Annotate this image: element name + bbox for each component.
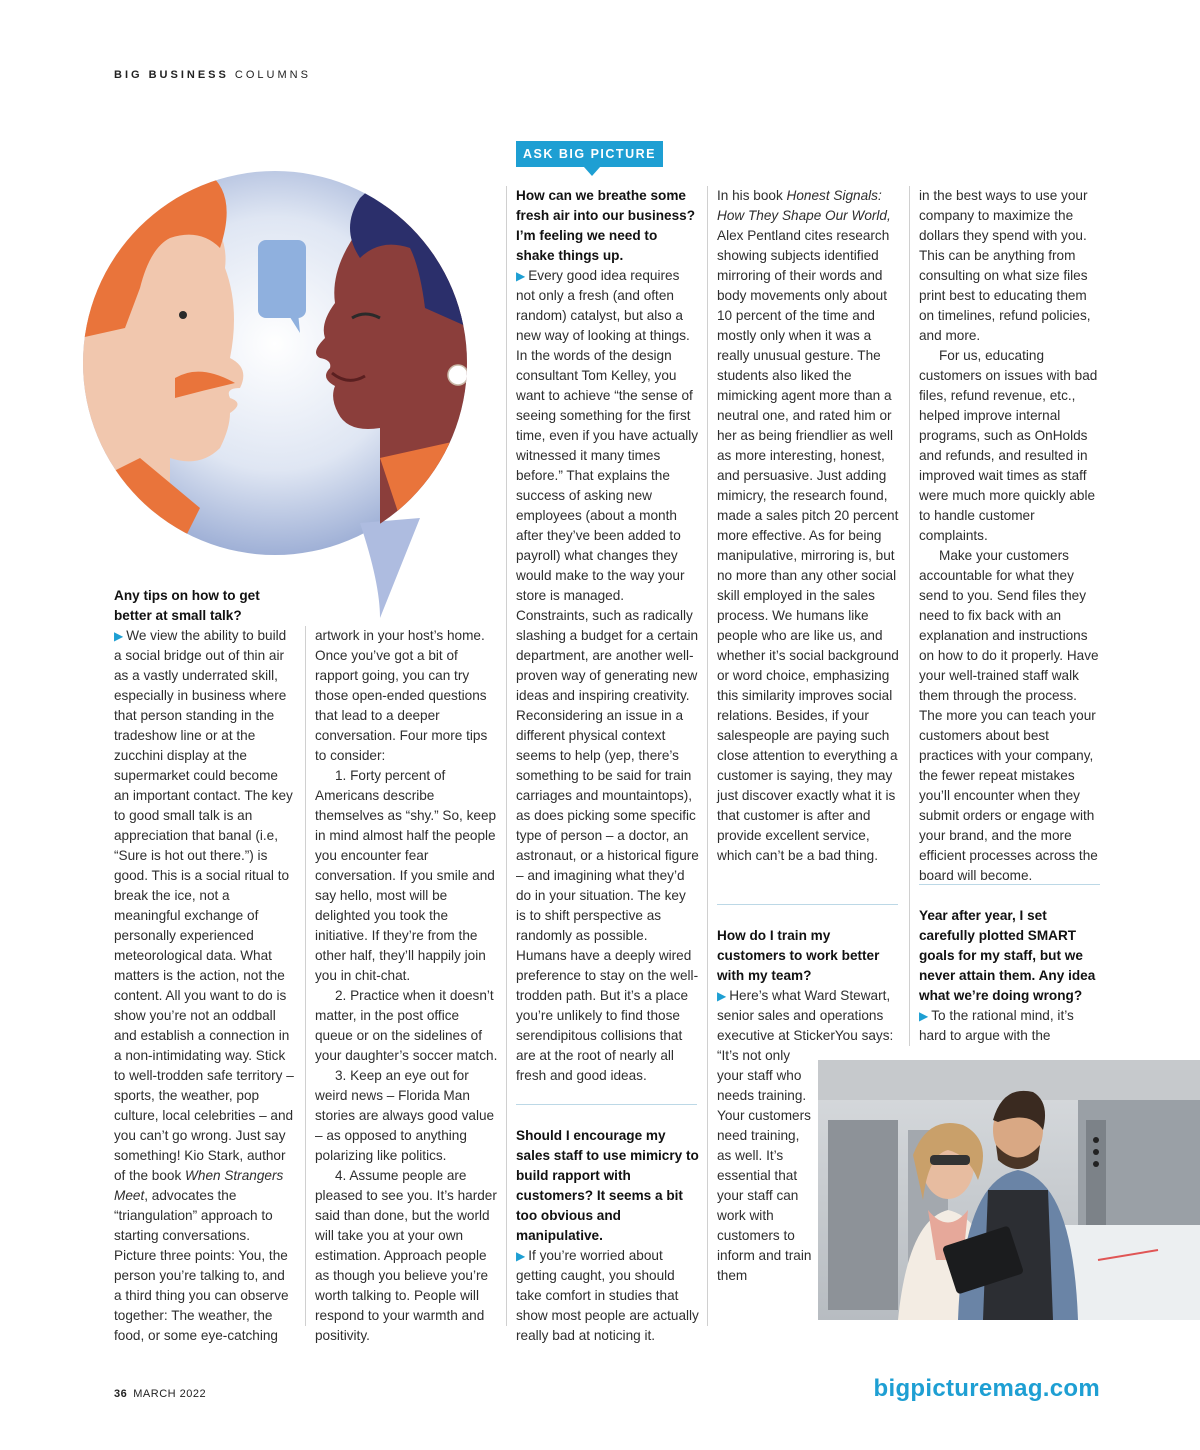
paragraph: artwork in your host’s home. Once you’ve got a bit of rapport going, you can try those open-ended questions that lead to a deeper conversation. Four more tips to consider: [315,628,488,763]
issue-date: MARCH 2022 [133,1388,207,1400]
answer-small-talk [114,626,294,1346]
answer-fresh-air [516,266,699,1086]
answer-text: Here’s what Ward Stewart, senior sales and operations executive at StickerYou says: [717,988,894,1043]
column-3-lower [516,1126,699,1346]
column-3 [516,186,699,1086]
section-rule [717,904,898,905]
section-label-rest: COLUMNS [234,69,311,81]
ask-big-picture-tag: ASK BIG PICTURE [516,141,663,167]
play-icon: ▶ [717,989,727,1003]
paragraph: in the best ways to use your company to maximize the dollars they spend with you. This can be anything from consulting on what size files print best to educating them on timelines, refund policies, and more. [919,188,1091,343]
question-fresh-air: How can we breathe some fresh air into our business? I’m feeling we need to shake things up. [516,188,696,263]
answer-text-end: , advocates the “triangulation” approach to starting conversations. Picture three points: You, the person you’re talking to, and a third thing you can observe together: The weather, the food, or some eye-catching [114,1188,289,1343]
column-1 [114,586,294,1346]
column-4 [717,186,900,866]
tag-pointer [584,167,600,176]
answer-text: We view the ability to build a social bridge out of thin air as a vastly underrated skill, especially in business where that person standing in the tradeshow line or at the zucchini display at the supermarket could become an important contact. The key to good small talk is an appreciation that banal (i.e, “Sure is hot out there.”) is good. This is a social ritual to break the ice, not a meaningful exchange of personally experienced meteorological data. What matters is the action, not the content. All you want to do is show you’re not an oddball and establish a connection in a non-intimidating way. Stick to well-trodden safe territory – sports, the weather, pop culture, local celebrities – and you can’t go wrong. Just say something! Kio Stark, author of the book [114,628,294,1183]
paragraph: “It’s not only your staff who needs training. Your customers need training, as well. It’s essential that your staff can work with customers to inform and train them [717,1048,812,1283]
answer-mimicry [516,1246,699,1346]
answer-text: To the rational mind, it’s hard to argue with the [919,1008,1074,1043]
section-label [114,69,311,81]
paragraph: 3. Keep an eye out for weird news – Florida Man stories are always good value – as opposed to anything polarizing like politics. [315,1068,495,1163]
column-4-continued [717,1046,812,1286]
question-train-customers: How do I train my customers to work better with my team? [717,928,880,983]
man-eye [179,311,187,319]
paragraph [717,186,900,866]
page-footer [114,1388,206,1400]
answer-smart-goals [919,1006,1102,1046]
question-small-talk: Any tips on how to get better at small talk? [114,588,260,623]
column-4-lower [717,926,900,1046]
paragraph: 2. Practice when it doesn’t matter, in the post office queue or on the sidelines of your daughter’s soccer match. [315,988,498,1063]
play-icon: ▶ [114,629,124,643]
column-divider [305,626,306,1326]
column-divider [506,186,507,1326]
question-mimicry: Should I encourage my sales staff to use mimicry to build rapport with customers? It seems a bit too obvious and manipulative. [516,1128,699,1243]
conversation-illustration [80,128,470,620]
paragraph: Make your customers accountable for what they send to you. Send files they need to fix back with an explanation and instructions on how to do it properly. Have your well-trained staff walk them through the process. The more you can teach your customers about best practices with your company, the fewer repeat mistakes you’ll encounter when they submit orders or engage with your brand, and the more efficient processes across the board will become. [919,548,1099,883]
play-icon: ▶ [919,1009,929,1023]
question-smart-goals: Year after year, I set carefully plotted SMART goals for my staff, but we never attain them. Any idea what we’re doing wrong? [919,908,1096,1003]
answer-text: Every good idea requires not only a fresh (and often random) catalyst, but also a new way of looking at things. In the words of the design consultant Tom Kelley, you want to achieve “the sense of seeing something for the first time, even if you have actually witnessed it many times before.” That explains the success of asking new employees (about a month after they’ve been added to payroll) what changes they would make to the way your store is managed. Constraints, such as radically slashing a budget for a certain department, are another well-proven way of generating new ideas and inspiring creativity. Reconsidering an issue in a different physical context seems to help (yep, there’s something to be said for train carriages and mountaintops), as does picking some specific type of person – a doctor, an astronaut, or a historical figure – and imagining what they’d do in your situation. The key is to shift perspective as randomly as possible. Humans have a deeply wired preference to stay on the well-trodden path. But it’s a place you’re unlikely to find those serendipitous collisions that are at the root of nearly all fresh and good ideas. [516,268,699,1083]
site-link[interactable]: bigpicturemag.com [873,1375,1100,1402]
page-number: 36 [114,1388,128,1400]
play-icon: ▶ [516,1249,526,1263]
text: Alex Pentland cites research showing subjects identified mirroring of their words and body movements only about 10 percent of the time and mostly only when it was a really unusual gesture. The students also liked the mimicking agent more than a neutral one, and rated him or her as being friendlier as well as more interesting, honest, and persuasive. Just adding mimicry, the research found, made a sales pitch 20 percent more effective. As for being manipulative, mirroring is, but no more than any other social skill employed in the sales process. We humans like people who are like us, and whether it’s social background or word choice, emphasizing this similarity improves social relations. Besides, if your salespeople are paying such close attention to everything a customer is saying, they may just discover exactly what it is that customer is after and provide excellent service, which can’t be a bad thing. [717,228,899,863]
woman-earring [448,365,468,385]
column-divider [707,186,708,1326]
section-label-bold: BIG BUSINESS [114,69,229,81]
text: In his book [717,188,787,203]
answer-train-customers [717,986,900,1046]
column-5-lower [919,906,1102,1046]
book-title: When Strangers Meet [114,1168,284,1203]
column-2 [315,626,499,1346]
paragraph: 1. Forty percent of Americans describe themselves as “shy.” So, keep in mind almost half the people you encounter fear conversation. If you smile and say hello, most will be delighted you took the initiative. If they’re from the other half, they’ll happily join you in chit-chat. [315,768,497,983]
book-title: Honest Signals: How They Shape Our World, [717,188,891,223]
column-5 [919,186,1102,886]
paragraph: For us, educating customers on issues with bad files, refund revenue, etc., helped improve internal programs, such as OnHolds and refunds, and resulted in improved wait times as staff were much more quickly able to handle customer complaints. [919,348,1098,543]
print-shop-photo [818,1060,1200,1320]
column-divider [909,186,910,1046]
section-rule [919,884,1100,885]
play-icon: ▶ [516,269,526,283]
section-rule [516,1104,697,1105]
answer-text: If you’re worried about getting caught, you should take comfort in studies that show most people are actually really bad at noticing it. [516,1248,699,1343]
paragraph: 4. Assume people are pleased to see you. It’s harder said than done, but the world will take you at your own estimation. Approach people as though you believe you’re worth talking to. People will respond to your warmth and positivity. [315,1168,497,1343]
